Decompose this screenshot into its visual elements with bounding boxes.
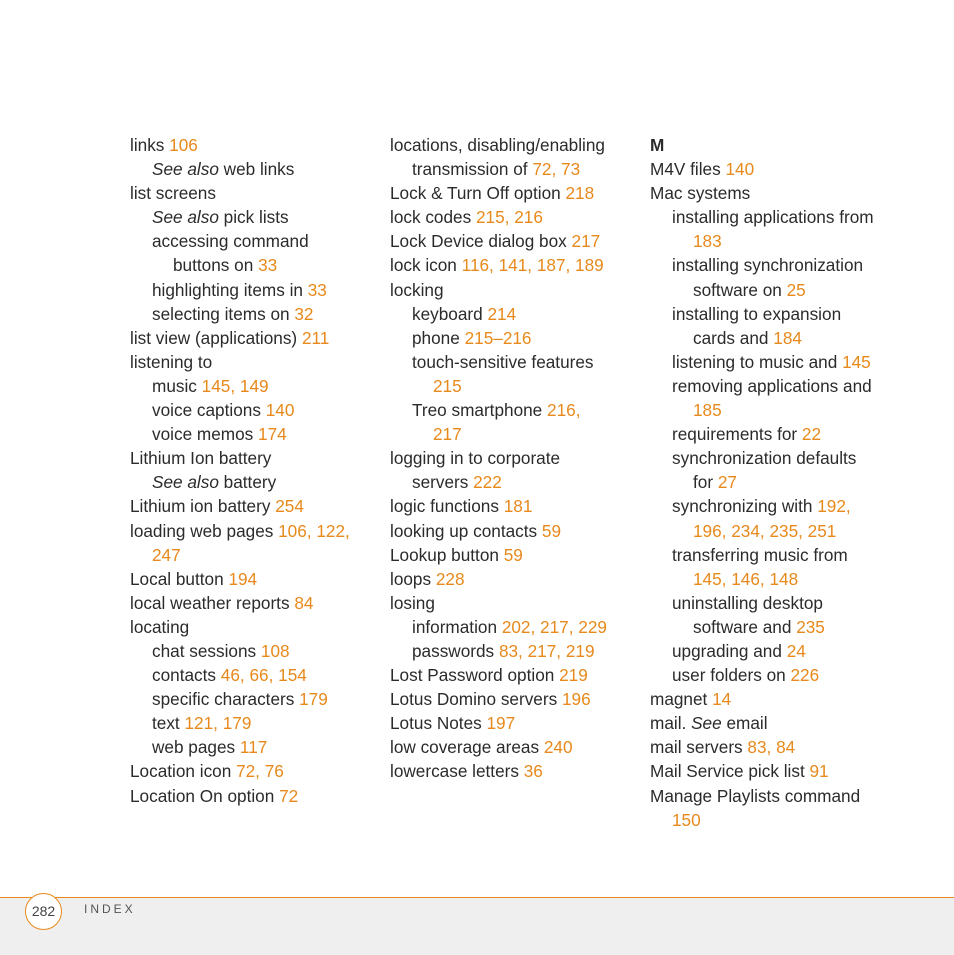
index-entry [130, 687, 380, 711]
entry-text: installing to expansion [672, 303, 842, 324]
entry-text: mail. [650, 713, 692, 734]
page-reference-link[interactable]: 33 [307, 279, 327, 300]
index-entry [390, 687, 640, 711]
index-entry [130, 422, 380, 446]
page-reference-link[interactable]: 36 [523, 761, 543, 782]
index-entry [130, 326, 380, 350]
entry-text: email [721, 713, 768, 734]
index-entry [130, 470, 380, 494]
index-entry [390, 181, 640, 205]
entry-text: list view (applications) [130, 327, 302, 348]
entry-text: accessing command [152, 231, 309, 252]
index-entry [390, 398, 640, 422]
page-reference-link[interactable]: 83, 217, 219 [498, 640, 595, 661]
page-reference-link[interactable]: 84 [294, 592, 314, 613]
entry-text: buttons on [173, 255, 259, 276]
index-entry [390, 663, 640, 687]
entry-text: upgrading and [672, 640, 787, 661]
index-column-1 [130, 133, 380, 808]
index-entry [650, 302, 900, 326]
entry-text: Lithium Ion battery [130, 448, 272, 469]
index-entry [650, 229, 900, 253]
see-also-label: See also [152, 207, 219, 228]
entry-text: Treo smartphone [412, 400, 548, 421]
entry-text: phone [412, 327, 465, 348]
page-reference-link[interactable]: 59 [503, 544, 523, 565]
page-reference-link[interactable]: 179 [299, 689, 328, 710]
page-reference-link[interactable]: 59 [541, 520, 562, 541]
index-entry [130, 446, 380, 470]
index-entry [650, 494, 900, 518]
page-reference-link[interactable]: 235 [796, 616, 825, 637]
index-entry [650, 759, 900, 783]
index-column-3 [650, 133, 900, 832]
page-reference-link[interactable]: 145, 146, 148 [693, 568, 799, 589]
entry-text: battery [218, 472, 277, 493]
page-reference-link[interactable]: 226 [790, 665, 820, 686]
entry-text: Mail Service pick list [650, 761, 810, 782]
index-entry [390, 422, 640, 446]
page-reference-link[interactable]: 222 [473, 472, 502, 493]
index-entry [650, 446, 900, 470]
entry-text: text [152, 713, 185, 734]
page-reference-link[interactable]: 228 [435, 568, 465, 589]
entry-text: Lock & Turn Off option [390, 183, 566, 204]
index-entry [650, 808, 900, 832]
entry-text: highlighting items in [152, 279, 308, 300]
index-entry [130, 784, 380, 808]
entry-text: synchronizing with [672, 496, 818, 517]
page-reference-link[interactable]: 145 [842, 351, 871, 372]
index-entry [650, 181, 900, 205]
index-entry [130, 759, 380, 783]
index-entry [130, 639, 380, 663]
index-entry [650, 543, 900, 567]
page-reference-link[interactable]: 24 [786, 640, 806, 661]
index-entry [390, 735, 640, 759]
index-entry [390, 350, 640, 374]
index-entry [650, 278, 900, 302]
page-reference-link[interactable]: 185 [693, 400, 722, 421]
entry-text: Mac systems [650, 183, 751, 204]
entry-text: Lotus Notes [390, 713, 487, 734]
index-entry [390, 278, 640, 302]
page-reference-link[interactable]: 196, 234, 235, 251 [693, 520, 837, 541]
entry-text: logic functions [390, 496, 504, 517]
index-entry [650, 205, 900, 229]
page-reference-link[interactable]: 254 [275, 496, 304, 517]
index-entry [130, 302, 380, 326]
entry-text: losing [390, 592, 435, 613]
index-entry [390, 759, 640, 783]
index-entry [650, 784, 900, 808]
entry-text: listening to [130, 351, 213, 372]
index-entry [650, 663, 900, 687]
index-entry [130, 567, 380, 591]
index-entry [650, 374, 900, 398]
page-reference-link[interactable]: 202, 217, 229 [501, 616, 607, 637]
entry-text: software on [693, 279, 787, 300]
index-entry [130, 494, 380, 518]
footer-bar [0, 897, 954, 955]
page-reference-link[interactable]: 145, 149 [201, 375, 269, 396]
index-entry [390, 639, 640, 663]
index-entry [650, 326, 900, 350]
page-reference-link[interactable]: 140 [265, 400, 295, 421]
entry-text: chat sessions [152, 640, 261, 661]
entry-text: Location icon [130, 761, 237, 782]
index-entry [390, 157, 640, 181]
index-entry [130, 543, 380, 567]
see-also-label: See [691, 713, 722, 734]
entry-text: list screens [130, 183, 216, 204]
page-reference-link[interactable]: 219 [559, 665, 588, 686]
entry-text: installing synchronization [672, 255, 864, 276]
index-entry [390, 711, 640, 735]
index-entry [390, 519, 640, 543]
index-entry [390, 229, 640, 253]
index-entry [130, 519, 380, 543]
entry-text: local weather reports [130, 592, 295, 613]
index-entry [650, 253, 900, 277]
entry-text: requirements for [672, 424, 802, 445]
page-reference-link[interactable]: 181 [503, 496, 533, 517]
entry-text: transmission of [412, 159, 533, 180]
entry-text: passwords [412, 640, 499, 661]
page-reference-link[interactable]: 22 [801, 424, 822, 445]
page-reference-link[interactable]: 240 [543, 737, 573, 758]
entry-text: music [152, 375, 202, 396]
page-reference-link[interactable]: 214 [487, 303, 517, 324]
page-reference-link[interactable]: 174 [258, 424, 287, 445]
index-entry [130, 398, 380, 422]
index-entry [650, 398, 900, 422]
index-entry [390, 133, 640, 157]
entry-text: removing applications and [672, 375, 872, 396]
page-reference-link[interactable]: 196 [561, 689, 591, 710]
entry-text: transferring music from [672, 544, 848, 565]
page-reference-link[interactable]: 72, 76 [236, 761, 284, 782]
index-entry [650, 735, 900, 759]
page-reference-link[interactable]: 108 [260, 640, 290, 661]
page-reference-link[interactable]: 33 [258, 255, 278, 276]
index-entry [390, 302, 640, 326]
page-reference-link[interactable]: 14 [712, 689, 732, 710]
entry-text: lock codes [390, 207, 476, 228]
index-entry [650, 470, 900, 494]
entry-text: web links [218, 159, 295, 180]
entry-text: logging in to corporate [390, 448, 561, 469]
index-entry [650, 639, 900, 663]
index-entry [650, 591, 900, 615]
page-reference-link[interactable]: 218 [565, 183, 595, 204]
entry-text: locking [390, 279, 444, 300]
entry-text: uninstalling desktop [672, 592, 823, 613]
index-entry [650, 350, 900, 374]
index-entry [650, 687, 900, 711]
entry-text: contacts [152, 665, 221, 686]
index-entry [390, 374, 640, 398]
index-entry [650, 157, 900, 181]
entry-text: low coverage areas [390, 737, 544, 758]
page-reference-link[interactable]: 197 [486, 713, 516, 734]
index-entry [390, 591, 640, 615]
index-entry [130, 229, 380, 253]
page-reference-link[interactable]: 192, [817, 496, 851, 517]
index-entry [390, 253, 640, 277]
entry-text: keyboard [412, 303, 488, 324]
index-entry [650, 422, 900, 446]
entry-text: loops [390, 568, 436, 589]
entry-text: magnet [650, 689, 713, 710]
entry-text: Local button [130, 568, 229, 589]
see-also-label: See also [152, 472, 219, 493]
index-entry [130, 711, 380, 735]
entry-text: Lithium ion battery [130, 496, 276, 517]
entry-text: listening to music and [672, 351, 843, 372]
index-entry [650, 519, 900, 543]
entry-text: Lotus Domino servers [390, 689, 562, 710]
page-reference-link[interactable]: 25 [786, 279, 806, 300]
index-entry [650, 711, 900, 735]
index-entry [130, 278, 380, 302]
entry-text: pick lists [218, 207, 289, 228]
index-entry [130, 157, 380, 181]
index-entry [390, 543, 640, 567]
entry-text: information [412, 616, 502, 637]
index-entry [130, 663, 380, 687]
page-reference-link[interactable]: 32 [294, 303, 314, 324]
entry-text: synchronization defaults [672, 448, 857, 469]
page-reference-link[interactable]: 211 [301, 327, 330, 348]
index-entry [130, 350, 380, 374]
page-reference-link[interactable]: 217 [571, 231, 601, 252]
page-reference-link[interactable]: 217 [433, 424, 462, 445]
page-reference-link[interactable]: 216, [547, 400, 581, 421]
index-column-2 [390, 133, 640, 784]
page-reference-link[interactable]: 184 [773, 327, 802, 348]
page-reference-link[interactable]: 72, 73 [532, 159, 581, 180]
see-also-label: See also [152, 159, 219, 180]
entry-text: servers [412, 472, 474, 493]
index-entry [390, 205, 640, 229]
entry-text: lock icon [390, 255, 462, 276]
entry-text: looking up contacts [390, 520, 542, 541]
index-entry [130, 205, 380, 229]
index-entry [130, 591, 380, 615]
page-reference-link[interactable]: 106 [169, 135, 198, 155]
index-entry [650, 615, 900, 639]
entry-text: Lock Device dialog box [390, 231, 572, 252]
index-entry [650, 567, 900, 591]
index-entry [130, 735, 380, 759]
entry-text: software and [693, 616, 797, 637]
page-reference-link[interactable]: 72 [279, 785, 299, 806]
entry-text: Location On option [130, 785, 280, 806]
entry-text: voice memos [152, 424, 259, 445]
index-entry [130, 133, 380, 157]
page-reference-link[interactable]: 247 [152, 544, 181, 565]
page-reference-link[interactable]: 140 [725, 159, 755, 180]
index-entry [650, 133, 900, 157]
index-entry [390, 615, 640, 639]
page-reference-link[interactable]: 215–216 [464, 327, 532, 348]
page-reference-link[interactable]: 215, 216 [475, 207, 543, 228]
section-label: INDEX [84, 902, 136, 916]
page-reference-link[interactable]: 150 [672, 809, 701, 830]
page-reference-link[interactable]: 215 [433, 375, 462, 396]
index-entry [390, 326, 640, 350]
page-reference-link[interactable]: 121, 179 [184, 713, 252, 734]
entry-text: cards and [693, 327, 774, 348]
entry-text: mail servers [650, 737, 748, 758]
entry-text: web pages [152, 737, 240, 758]
index-entry [390, 567, 640, 591]
entry-text: locations, disabling/enabling [390, 135, 605, 155]
entry-text: loading web pages [130, 520, 279, 541]
entry-text: Manage Playlists command [650, 785, 861, 806]
entry-text: M4V files [650, 159, 726, 180]
page-reference-link[interactable]: 46, 66, 154 [220, 665, 307, 686]
section-letter: M [650, 135, 665, 155]
entry-text: user folders on [672, 665, 791, 686]
entry-text: lowercase letters [390, 761, 524, 782]
entry-text: touch-sensitive features [412, 351, 594, 372]
page-reference-link[interactable]: 106, 122, [278, 520, 350, 541]
index-entry [390, 446, 640, 470]
index-entry [390, 470, 640, 494]
index-entry [390, 494, 640, 518]
index-entry [130, 615, 380, 639]
page-reference-link[interactable]: 83, 84 [747, 737, 796, 758]
entry-text: voice captions [152, 400, 266, 421]
entry-text: installing applications from [672, 207, 874, 228]
entry-text: links [130, 135, 170, 155]
entry-text: locating [130, 616, 190, 637]
page-reference-link[interactable]: 194 [228, 568, 258, 589]
entry-text: for [693, 472, 718, 493]
entry-text: Lookup button [390, 544, 504, 565]
page-reference-link[interactable]: 117 [239, 737, 268, 758]
index-entry [130, 374, 380, 398]
index-entry [130, 253, 380, 277]
page-number: 282 [25, 893, 62, 930]
entry-text: selecting items on [152, 303, 295, 324]
index-entry [130, 181, 380, 205]
page-reference-link[interactable]: 116, 141, 187, 189 [461, 255, 604, 276]
page-reference-link[interactable]: 91 [809, 761, 829, 782]
page-reference-link[interactable]: 183 [693, 231, 722, 252]
page-reference-link[interactable]: 27 [717, 472, 737, 493]
entry-text: Lost Password option [390, 665, 560, 686]
entry-text: specific characters [152, 689, 300, 710]
